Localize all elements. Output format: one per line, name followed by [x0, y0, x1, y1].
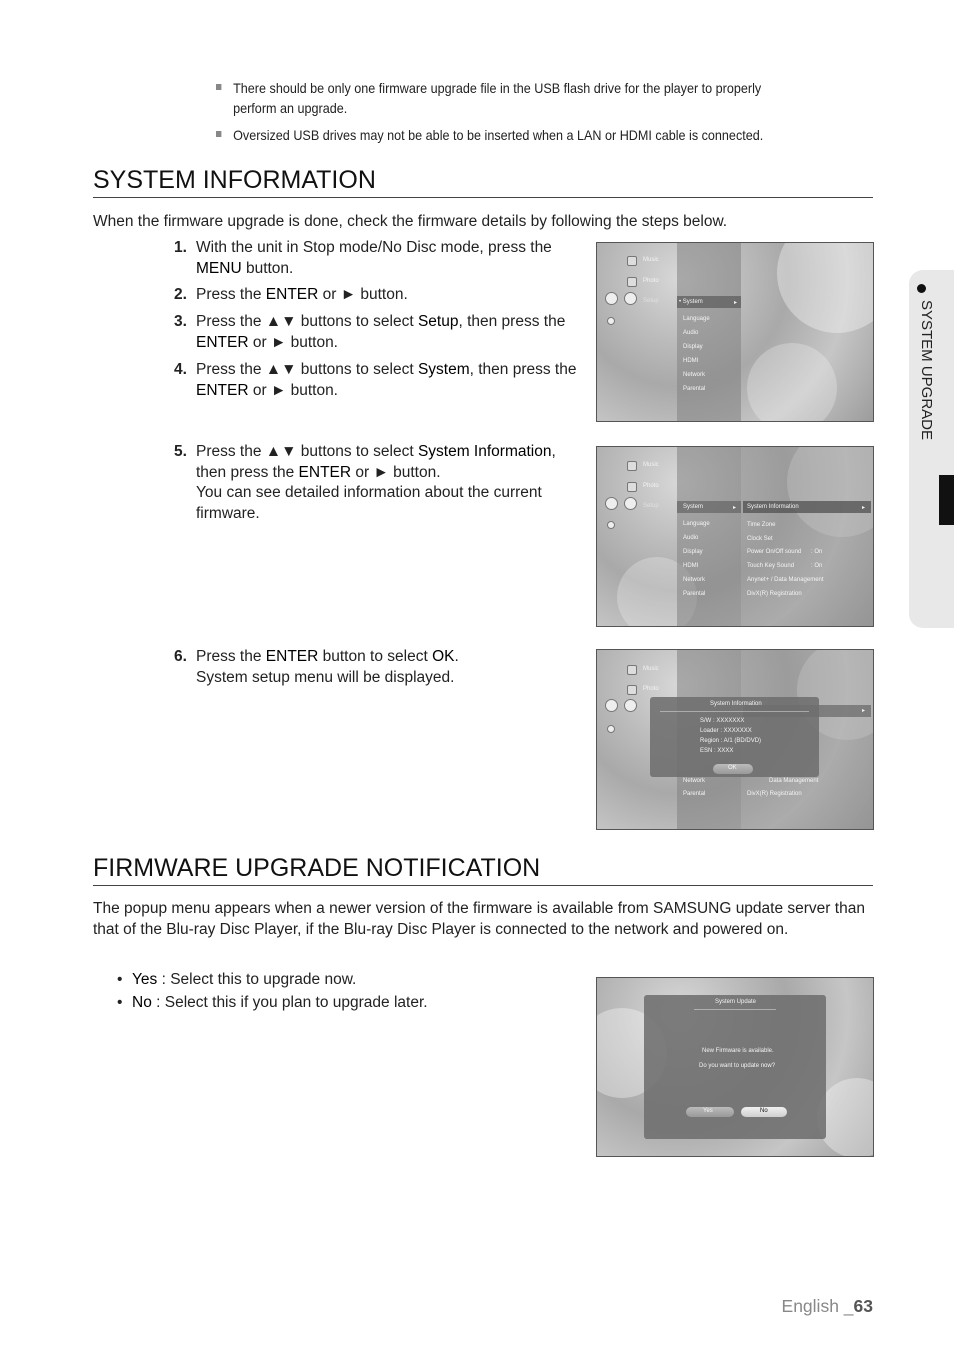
disc-icon [605, 292, 618, 305]
photo-icon [627, 685, 637, 695]
menu-parental: Parental [683, 386, 706, 392]
update-prompt-text: Do you want to update now? [699, 1063, 776, 1069]
step-text: Press the [196, 286, 266, 303]
step-keyword: OK [432, 648, 455, 665]
step-keyword: ENTER [265, 648, 319, 665]
step-text: button to select [318, 648, 433, 665]
menu-parental: Parental [683, 791, 706, 797]
screenshot-setup-menu [596, 242, 874, 422]
step-keyword: ENTER [298, 463, 352, 481]
page-number: 63 [853, 1296, 873, 1316]
yes-button[interactable] [686, 1107, 734, 1117]
step-text: or ► button. [351, 463, 441, 481]
screenshot-system-information-popup [596, 649, 874, 830]
step-number: 3. [174, 313, 187, 330]
menu-data-management: Data Management [769, 778, 819, 784]
touch-key-value: : On [811, 563, 823, 569]
menu-parental: Parental [683, 591, 706, 597]
bullet-square-icon [216, 84, 221, 90]
menu-hdmi: HDMI [683, 358, 699, 364]
step-text: , then press the [469, 361, 577, 378]
system-label: System [682, 299, 703, 305]
music-icon [627, 665, 637, 675]
menu-divx-registration: DivX(R) Registration [747, 591, 802, 597]
setup-system-highlight: • System [679, 299, 703, 305]
menu-music: Music [643, 462, 659, 468]
menu-photo: Photo [643, 483, 659, 489]
step-5 [174, 442, 584, 524]
dialog-title: System Update [715, 999, 757, 1005]
system-information-dialog [650, 697, 819, 777]
system-info-intro: When the firmware upgrade is done, check the firmware details by following the steps below. [93, 213, 728, 230]
screenshot-system-menu [596, 446, 874, 627]
step-text: , then press the [196, 443, 556, 481]
power-sound-value: : On [811, 549, 823, 555]
menu-power-sound: Power On/Off sound [747, 549, 802, 555]
option-desc: : Select this to upgrade now. [157, 971, 357, 988]
step-text: Press the ▲▼ buttons to select [196, 361, 418, 378]
step-number: 2. [174, 286, 187, 303]
step-3 [174, 312, 584, 353]
step-text: or ► button. [248, 381, 338, 399]
disc-icon [605, 497, 618, 510]
note-item [216, 78, 801, 118]
menu-photo: Photo [643, 686, 659, 692]
menu-network: Network [683, 372, 706, 378]
menu-network: Network [683, 778, 706, 784]
menu-music: Music [643, 257, 659, 263]
menu-system-information: System Information [747, 504, 799, 510]
sw-version: S/W : XXXXXXX [700, 718, 745, 724]
step-number: 5. [174, 443, 187, 460]
menu-display: Display [683, 549, 703, 555]
step-keyword: MENU [196, 259, 242, 277]
menu-language: Language [683, 316, 710, 322]
menu-data-management: Anynet+ / Data Management [747, 577, 824, 583]
arrow-right-icon: ▸ [733, 505, 737, 511]
menu-network: Network [683, 577, 706, 583]
step-number: 4. [174, 361, 187, 378]
ok-label: OK [728, 765, 737, 771]
bullet-dot-icon [917, 284, 926, 293]
step-4 [174, 360, 584, 401]
step-text: Press the ▲▼ buttons to select [196, 313, 418, 330]
menu-setup: Setup [643, 298, 659, 304]
gear-icon [624, 497, 637, 510]
chapter-label: SYSTEM UPGRADE [918, 300, 935, 441]
step-keyword: System Information [417, 443, 552, 460]
step-text: . [454, 648, 459, 665]
note-item [216, 125, 801, 145]
note-text: There should be only one firmware upgrade file in the USB flash drive for the player to properly perform an upgrade. [233, 80, 762, 116]
globe-icon [607, 725, 615, 733]
screenshot-system-update-popup [596, 977, 874, 1157]
menu-touch-key-sound: Touch Key Sound [747, 563, 795, 569]
step-keyword: ENTER [265, 286, 319, 303]
step-keyword: Setup [417, 313, 459, 330]
globe-icon [607, 317, 615, 325]
menu-setup: Setup [643, 503, 659, 509]
option-yes [117, 970, 356, 990]
menu-audio: Audio [683, 535, 699, 541]
step-text: Press the [196, 648, 266, 665]
menu-display: Display [683, 344, 703, 350]
loader-version: Loader : XXXXXXX [700, 728, 752, 734]
step-number: 6. [174, 648, 187, 665]
photo-icon [627, 277, 637, 287]
bullet-dot-icon: • [117, 971, 123, 988]
chapter-marker [939, 475, 954, 525]
step-text: Press the ▲▼ buttons to select [196, 443, 418, 460]
step-text: button. [241, 259, 294, 277]
page-footer [782, 1296, 873, 1317]
step-6 [174, 647, 584, 688]
no-label: No [760, 1108, 768, 1114]
arrow-right-icon: ▸ [862, 505, 866, 511]
region-code: Region : A/1 (BD/DVD) [700, 738, 762, 744]
section-title-system-information: SYSTEM INFORMATION [93, 166, 873, 198]
music-icon [627, 256, 637, 266]
arrow-right-icon: ▸ [862, 708, 866, 714]
section-title-firmware-upgrade-notification: FIRMWARE UPGRADE NOTIFICATION [93, 854, 873, 886]
menu-hdmi: HDMI [683, 563, 699, 569]
esn-code: ESN : XXXX [700, 748, 734, 754]
note-text: Oversized USB drives may not be able to be inserted when a LAN or HDMI cable is connected. [233, 127, 764, 143]
bullet-square-icon [216, 131, 221, 137]
system-update-dialog [644, 995, 826, 1139]
menu-language: Language [683, 521, 710, 527]
dialog-title: System Information [710, 701, 762, 707]
bullet-dot-icon: • [117, 994, 123, 1011]
step-1 [174, 238, 584, 279]
step-text: or ► button. [248, 333, 338, 351]
music-icon [627, 461, 637, 471]
step-text: With the unit in Stop mode/No Disc mode, press the [196, 239, 552, 256]
gear-icon [624, 699, 637, 712]
menu-clock-set: Clock Set [747, 536, 773, 542]
gear-icon [624, 292, 637, 305]
photo-icon [627, 482, 637, 492]
menu-photo: Photo [643, 278, 659, 284]
option-key: No [132, 994, 152, 1011]
step-keyword: ENTER [196, 381, 249, 399]
ok-button[interactable] [713, 764, 753, 774]
step-text: , then press the [458, 313, 566, 330]
menu-system: System [683, 504, 704, 510]
menu-divx-registration: DivX(R) Registration [747, 791, 802, 797]
option-key: Yes [132, 971, 158, 988]
firmware-available-text: New Firmware is available. [702, 1048, 774, 1054]
step-extra-text: System setup menu will be displayed. [196, 668, 455, 686]
menu-time-zone: Time Zone [747, 522, 776, 528]
step-keyword: System [417, 361, 470, 378]
step-2 [174, 285, 584, 306]
no-button[interactable] [741, 1107, 787, 1117]
menu-audio: Audio [683, 330, 699, 336]
menu-music: Music [643, 666, 659, 672]
firmware-notice-intro: The popup menu appears when a newer version of the firmware is available from SAMSUNG update server than that of the Blu-ray Disc Player, if the Blu-ray Disc Player is connected to the network and powered on. [93, 900, 865, 938]
chapter-side-tab [909, 270, 954, 628]
step-keyword: ENTER [196, 333, 249, 351]
yes-label: Yes [703, 1108, 713, 1114]
globe-icon [607, 521, 615, 529]
arrow-right-icon: ▸ [734, 300, 738, 306]
disc-icon [605, 699, 618, 712]
option-no [117, 993, 428, 1013]
option-desc: : Select this if you plan to upgrade later. [151, 994, 428, 1011]
footer-language: English _ [781, 1296, 854, 1316]
step-number: 1. [174, 239, 187, 256]
step-extra-text: You can see detailed information about the current firmware. [196, 484, 542, 522]
step-text: or ► button. [318, 286, 408, 303]
